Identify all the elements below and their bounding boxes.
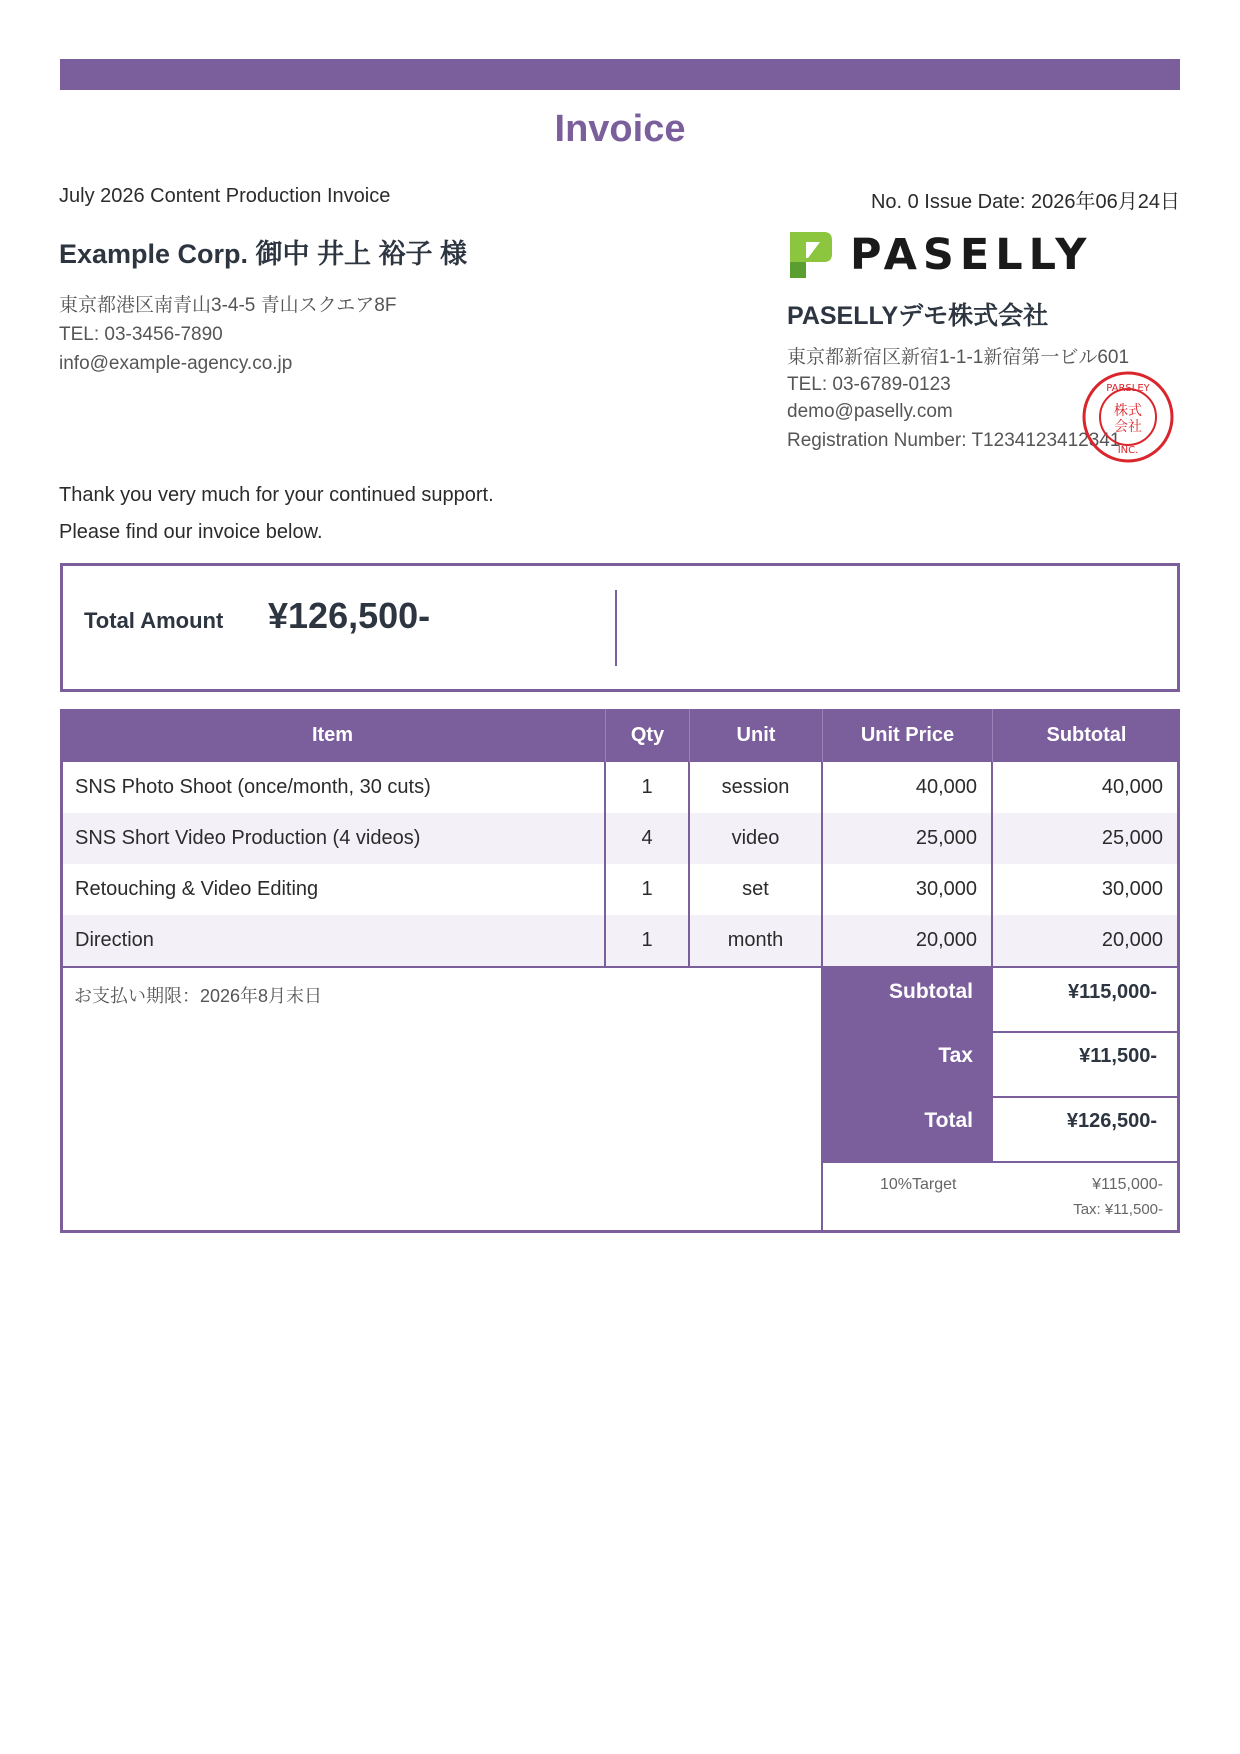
- summary-tax-value: ¥11,500-: [1079, 1045, 1157, 1067]
- cell-qty: 1: [606, 864, 690, 915]
- summary-subtotal-label: Subtotal: [889, 980, 973, 1003]
- cell-subtotal: 30,000: [1101, 878, 1163, 900]
- client-contact: [59, 291, 396, 378]
- cell-subtotal: 40,000: [1101, 776, 1163, 798]
- total-amount-label: Total Amount: [84, 608, 224, 633]
- svg-text:PARSLEY: PARSLEY: [1106, 383, 1150, 394]
- cell-unit: set: [690, 864, 823, 915]
- header-qty: Qty: [606, 709, 690, 762]
- cell-item: SNS Short Video Production (4 videos): [63, 813, 606, 864]
- cell-unit-price: 20,000: [823, 915, 993, 966]
- summary-total-value: ¥126,500-: [1066, 1110, 1157, 1132]
- tax-target-amount: Tax: ¥11,500-: [1073, 1201, 1163, 1218]
- tax-target-label: 10%Target: [880, 1176, 957, 1193]
- cell-subtotal: 25,000: [1101, 827, 1163, 849]
- cell-unit: session: [690, 762, 823, 813]
- cell-unit-price: 25,000: [823, 813, 993, 864]
- client-address: 東京都港区南青山3-4-5 青山スクエア8F: [59, 295, 397, 316]
- cell-item: Direction: [63, 915, 606, 966]
- cell-subtotal: 20,000: [1101, 929, 1163, 951]
- client-tel: TEL: 03-3456-7890: [59, 324, 223, 345]
- items-table-header: [60, 709, 1180, 762]
- greeting-line-2: Please find our invoice below.: [59, 521, 323, 543]
- client-name: Example Corp. 御中 井上 裕子 様: [59, 239, 468, 269]
- svg-text:会社: 会社: [1114, 419, 1142, 435]
- summary-subtotal-value: ¥115,000-: [1068, 981, 1157, 1003]
- issuer-address: 東京都新宿区新宿1-1-1新宿第一ビル601: [787, 347, 1130, 368]
- summary-total-label: Total: [924, 1109, 973, 1132]
- cell-unit: video: [690, 813, 823, 864]
- total-box-divider: [615, 590, 617, 666]
- header-unit: Unit: [690, 709, 823, 762]
- registration-number: Registration Number: T1234123412341: [787, 430, 1121, 451]
- cell-qty: 4: [606, 813, 690, 864]
- company-logo: [786, 228, 1092, 282]
- svg-text:INC.: INC.: [1117, 445, 1139, 456]
- logo-wordmark: PASELLY: [850, 230, 1093, 280]
- header-subtotal: Subtotal: [1046, 724, 1127, 746]
- cell-unit-price: 30,000: [823, 864, 993, 915]
- cell-unit-price: 40,000: [823, 762, 993, 813]
- tax-target-base: ¥115,000-: [1092, 1176, 1163, 1193]
- table-row: [63, 915, 1177, 966]
- header-accent-bar: [60, 59, 1180, 90]
- greeting-line-1: Thank you very much for your continued support.: [59, 484, 494, 506]
- items-table-body: [63, 762, 1177, 966]
- summary-tax-label: Tax: [938, 1044, 973, 1067]
- issuer-tel: TEL: 03-6789-0123: [787, 374, 951, 395]
- table-row: [63, 864, 1177, 915]
- table-row: [63, 813, 1177, 864]
- logo-mark-icon: [786, 228, 836, 282]
- issuer-contact: [787, 344, 1129, 425]
- issuer-name: PASELLYデモ株式会社: [787, 302, 1049, 330]
- total-amount-value: ¥126,500-: [268, 595, 431, 636]
- table-row: [63, 762, 1177, 813]
- document-title: Invoice: [554, 108, 686, 150]
- issuer-email: demo@paselly.com: [787, 401, 953, 422]
- header-item: Item: [60, 709, 606, 762]
- client-email: info@example-agency.co.jp: [59, 353, 293, 374]
- total-amount-box: [60, 563, 1180, 692]
- cell-qty: 1: [606, 915, 690, 966]
- svg-text:株式: 株式: [1114, 403, 1142, 419]
- cell-item: SNS Photo Shoot (once/month, 30 cuts): [63, 762, 606, 813]
- cell-qty: 1: [606, 762, 690, 813]
- company-seal-stamp: [1080, 369, 1176, 465]
- greeting: [59, 477, 494, 551]
- invoice-subject: July 2026 Content Production Invoice: [59, 185, 391, 207]
- cell-item: Retouching & Video Editing: [63, 864, 606, 915]
- payment-due-note: お支払い期限：2026年8月末日: [74, 986, 323, 1006]
- cell-unit: month: [690, 915, 823, 966]
- invoice-number-issue-date: No. 0 Issue Date: 2026年06月24日: [870, 191, 1180, 213]
- header-unit-price: Unit Price: [823, 709, 993, 762]
